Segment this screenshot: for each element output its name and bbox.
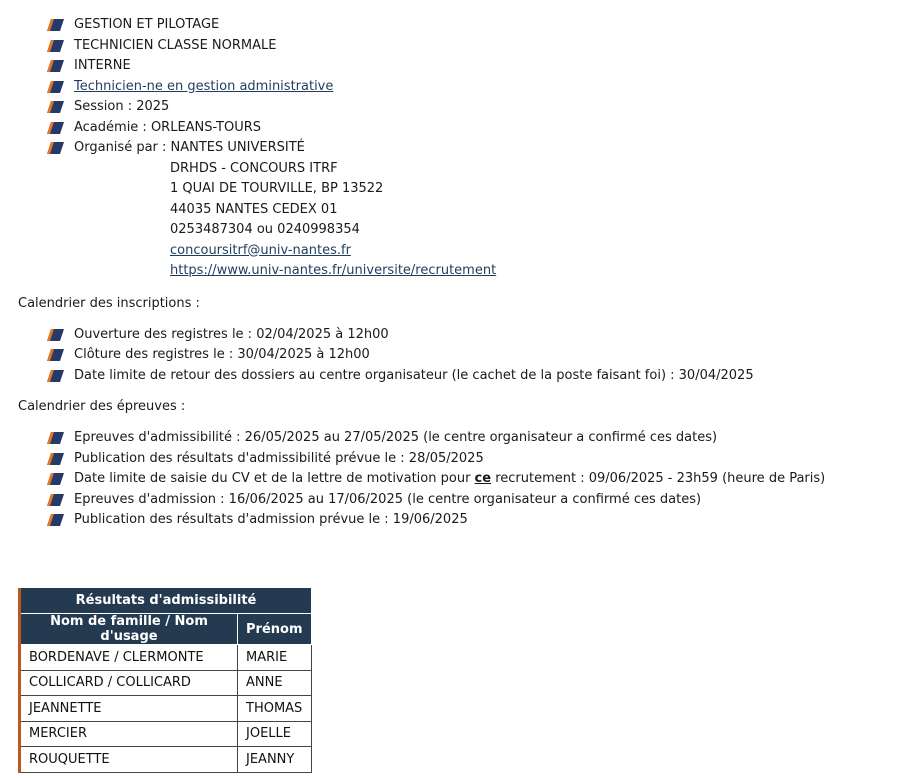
exam-text: Publication des résultats d'admission prévue le : 19/06/2025: [74, 512, 468, 527]
cell-name: COLLICARD / COLLICARD: [20, 670, 238, 696]
choice-text: Académie : ORLEANS-TOURS: [74, 119, 262, 135]
cell-name: MERCIER: [20, 721, 238, 747]
organizer-website-link[interactable]: https://www.univ-nantes.fr/universite/recrutement: [170, 263, 497, 278]
registration-text: Date limite de retour des dossiers au centre organisateur (le cachet de la poste faisant foi) : 30/04/2025: [74, 367, 754, 383]
admissibility-results-table: [18, 588, 312, 773]
choice-item: [47, 77, 898, 98]
organizer-address: [18, 159, 898, 282]
bullet-arrow-icon: [47, 121, 65, 135]
registration-heading: Calendrier des inscriptions :: [18, 295, 200, 311]
column-header-firstname: Prénom: [238, 614, 312, 645]
registration-text: Ouverture des registres le : 02/04/2025 à 12h00: [74, 326, 389, 342]
column-header-name: Nom de famille / Nom d'usage: [20, 614, 238, 645]
table-row: [20, 747, 312, 773]
exam-item: [47, 469, 898, 490]
bullet-arrow-icon: [47, 80, 65, 94]
organizer-line: DRHDS - CONCOURS ITRF: [170, 160, 338, 176]
bullet-arrow-icon: [47, 39, 65, 53]
bullet-arrow-icon: [47, 472, 65, 486]
exam-text-emphasis: ce: [474, 471, 492, 486]
registration-text: Clôture des registres le : 30/04/2025 à 12h00: [74, 347, 370, 362]
exam-text: Epreuves d'admission : 16/06/2025 au 17/06/2025 (le centre organisateur a confirmé ces dates): [74, 491, 702, 507]
job-title-link[interactable]: Technicien-ne en gestion administrative: [74, 78, 334, 94]
table-row: [20, 721, 312, 747]
exam-item: [47, 449, 898, 470]
cell-name: BORDENAVE / CLERMONTE: [20, 645, 238, 671]
table-row: [20, 645, 312, 671]
organizer-line: 1 QUAI DE TOURVILLE, BP 13522: [170, 181, 384, 196]
organizer-label: Organisé par : NANTES UNIVERSITÉ: [74, 140, 305, 155]
choice-item: [47, 15, 898, 36]
table-row: [20, 696, 312, 722]
cell-firstname: JEANNY: [238, 747, 312, 773]
cell-firstname: MARIE: [238, 645, 312, 671]
exam-text-before: Date limite de saisie du CV et de la lettre de motivation pour: [74, 471, 475, 486]
choice-text: TECHNICIEN CLASSE NORMALE: [74, 37, 277, 53]
cell-name: ROUQUETTE: [20, 747, 238, 773]
choice-item: [47, 118, 898, 139]
bullet-arrow-icon: [47, 348, 65, 362]
cell-firstname: THOMAS: [238, 696, 312, 722]
organizer-block: [18, 138, 898, 159]
content: [18, 0, 898, 531]
organizer-phone: 0253487304 ou 0240998354: [170, 222, 360, 237]
exam-item: [47, 490, 898, 511]
intro-text: [18, 0, 133, 4]
bullet-arrow-icon: [47, 513, 65, 527]
organizer-item: [47, 138, 898, 159]
choice-text: INTERNE: [74, 58, 131, 73]
exam-text: Epreuves d'admissibilité : 26/05/2025 au 27/05/2025 (le centre organisateur a confirmé ces dates): [74, 430, 718, 445]
exams-heading: Calendrier des épreuves :: [18, 399, 186, 414]
cell-firstname: JOELLE: [238, 721, 312, 747]
bullet-arrow-icon: [47, 493, 65, 507]
organizer-line: 44035 NANTES CEDEX 01: [170, 201, 338, 217]
registration-item: [47, 345, 898, 366]
bullet-arrow-icon: [47, 141, 65, 155]
exam-item: [47, 510, 898, 531]
cell-firstname: ANNE: [238, 670, 312, 696]
registration-item: [47, 325, 898, 346]
choice-item: [47, 56, 898, 77]
bullet-arrow-icon: [47, 369, 65, 383]
choice-text: Session : 2025: [74, 99, 170, 114]
exam-text: Publication des résultats d'admissibilité prévue le : 28/05/2025: [74, 450, 484, 466]
bullet-arrow-icon: [47, 328, 65, 342]
choice-item: [47, 97, 898, 118]
cell-name: JEANNETTE: [20, 696, 238, 722]
exam-item: [47, 428, 898, 449]
table-row: [20, 670, 312, 696]
registration-list: [18, 325, 898, 387]
bullet-arrow-icon: [47, 452, 65, 466]
table-caption: Résultats d'admissibilité: [20, 588, 312, 614]
organizer-email-link[interactable]: concoursitrf@univ-nantes.fr: [170, 242, 351, 258]
exam-text-after: recrutement : 09/06/2025 - 23h59 (heure de Paris): [491, 471, 826, 486]
choice-item: [47, 36, 898, 57]
bullet-arrow-icon: [47, 18, 65, 32]
bullet-arrow-icon: [47, 431, 65, 445]
bullet-arrow-icon: [47, 100, 65, 114]
bullet-arrow-icon: [47, 59, 65, 73]
choice-text: GESTION ET PILOTAGE: [74, 17, 220, 32]
registration-item: [47, 366, 898, 387]
choices-list: [18, 15, 898, 138]
exams-list: [18, 428, 898, 531]
